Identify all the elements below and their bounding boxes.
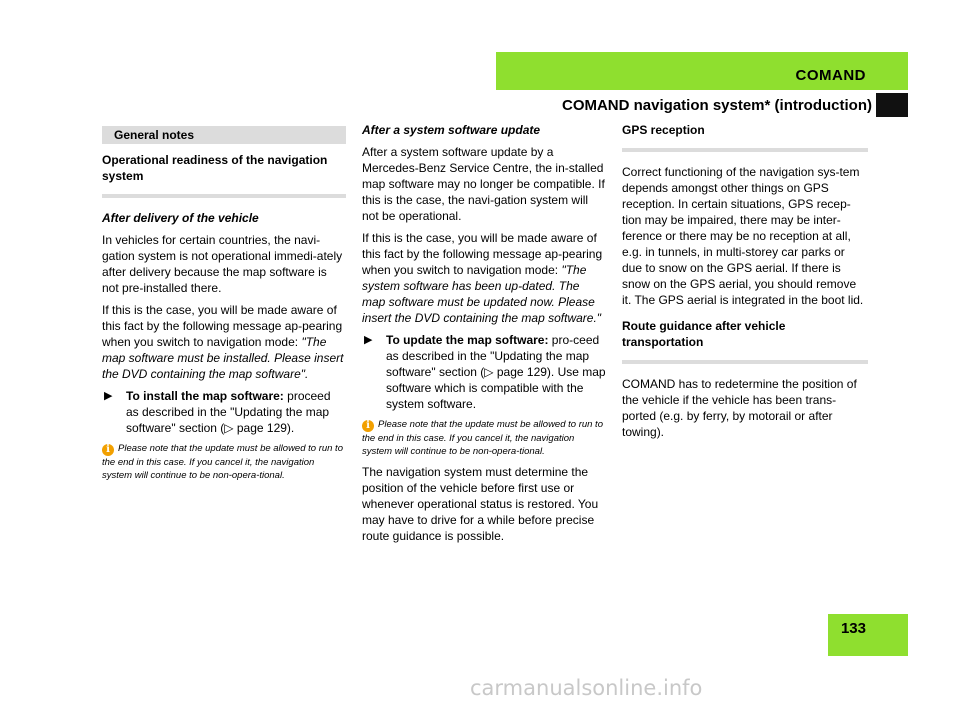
watermark: carmanualsonline.info — [470, 676, 703, 700]
info-note — [362, 418, 606, 458]
black-marker — [876, 93, 908, 117]
paragraph — [102, 302, 346, 382]
note-text: Please note that the update must be allowed to run to the end in this case. If you cancel it, the navigation system will continue to be non-opera-tional. — [102, 443, 343, 481]
divider — [102, 194, 346, 198]
step-body: pro-ceed as described in the "Updating the map software" section (▷ page 129). Use map software which is compatible with the system software. — [386, 333, 606, 411]
general-notes-heading: General notes — [102, 126, 346, 144]
info-note — [102, 442, 346, 482]
delivery-subheading: After delivery of the vehicle — [102, 211, 259, 225]
arrow-right-icon: ▶ — [104, 390, 113, 402]
note-text: Please note that the update must be allowed to run to the end in this case. If you cancel it, the navigation system will continue to be non-opera-tional. — [362, 419, 603, 457]
message-quote: "The map software must be installed. Please insert the DVD containing the map software". — [102, 335, 344, 381]
page-number: 133 — [840, 620, 866, 637]
software-update-subheading: After a system software update — [362, 123, 541, 137]
column-3 — [622, 122, 868, 446]
paragraph: After a system software update by a Mercedes-Benz Service Centre, the in-stalled map software may no longer be compatible. If this is the case, the navi-gation system will not be operational. — [362, 145, 605, 223]
paragraph: In vehicles for certain countries, the navi-gation system is not operational immedi-ately after delivery because the map software is not pre-installed there. — [102, 233, 343, 295]
route-guidance-heading: Route guidance after vehicle transportation — [622, 319, 786, 349]
arrow-right-icon: ▶ — [364, 334, 373, 346]
column-2 — [362, 122, 606, 550]
info-icon: i — [362, 420, 374, 432]
divider — [622, 360, 868, 364]
step-label: To update the map software: — [386, 333, 549, 347]
step-label: To install the map software: — [126, 389, 284, 403]
paragraph: The navigation system must determine the position of the vehicle before first use or whenever operational status is restored. You may have to drive for a while before precise route guidance is possible. — [362, 465, 599, 543]
page-title: COMAND navigation system* (introduction) — [561, 97, 872, 114]
column-1 — [102, 126, 346, 488]
paragraph — [362, 230, 606, 326]
section-label: COMAND — [795, 67, 866, 84]
step-text — [126, 388, 346, 436]
gps-reception-heading: GPS reception — [622, 123, 705, 137]
paragraph-text: If this is the case, you will be made aware of this fact by the following message ap-pearing when you switch to navigation mode: — [362, 231, 603, 277]
info-icon: i — [102, 444, 114, 456]
section-tab — [496, 52, 908, 90]
step-item — [362, 332, 606, 412]
divider — [622, 148, 868, 152]
message-quote: "The system software has been up-dated. The map software must be updated now. Please insert the DVD containing the map software." — [362, 263, 602, 325]
step-text — [386, 332, 606, 412]
step-body: proceed as described in the "Updating the map software" section (▷ page 129). — [126, 389, 331, 435]
paragraph: COMAND has to redetermine the position of the vehicle if the vehicle has been trans-ported (e.g. by ferry, by motorail or after towing). — [622, 377, 857, 439]
paragraph: Correct functioning of the navigation sys-tem depends amongst other things on GPS reception. In certain situations, GPS recep-tion may be impaired, there may be inter-ference or there may be no reception at all, e.g. in tunnels, in multi-storey car parks or due to snow on the GPS aerial. If there is snow on the GPS aerial, you should remove it. The GPS aerial is integrated in the boot lid. — [622, 165, 864, 307]
paragraph-text: If this is the case, you will be made aware of this fact by the following message ap-pearing when you switch to navigation mode: — [102, 303, 343, 349]
page-number-box — [828, 614, 908, 656]
step-item — [102, 388, 346, 436]
readiness-heading: Operational readiness of the navigation system — [102, 153, 328, 183]
